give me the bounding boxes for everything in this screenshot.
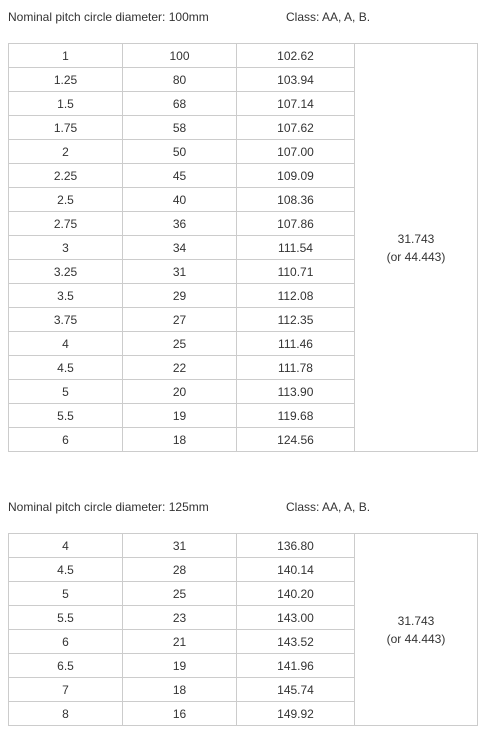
cell-col-3: 107.14 bbox=[237, 92, 355, 116]
cell-col-2: 23 bbox=[123, 606, 237, 630]
section-heading-125mm bbox=[8, 499, 371, 515]
merged-value-cell bbox=[355, 534, 478, 726]
cell-col-3: 149.92 bbox=[237, 702, 355, 726]
cell-col-2: 25 bbox=[123, 332, 237, 356]
cell-col-1: 4 bbox=[9, 332, 123, 356]
cell-col-3: 102.62 bbox=[237, 44, 355, 68]
cell-col-2: 18 bbox=[123, 428, 237, 452]
cell-col-3: 143.52 bbox=[237, 630, 355, 654]
cell-col-3: 140.20 bbox=[237, 582, 355, 606]
cell-col-1: 1.5 bbox=[9, 92, 123, 116]
class-label: Class: AA, A, B. bbox=[286, 10, 371, 24]
cell-col-3: 143.00 bbox=[237, 606, 355, 630]
merged-value-alternate: (or 44.443) bbox=[386, 249, 446, 264]
cell-col-2: 31 bbox=[123, 534, 237, 558]
cell-col-1: 3.75 bbox=[9, 308, 123, 332]
cell-col-2: 68 bbox=[123, 92, 237, 116]
cell-col-3: 136.80 bbox=[237, 534, 355, 558]
cell-col-1: 3.5 bbox=[9, 284, 123, 308]
cell-col-1: 1.75 bbox=[9, 116, 123, 140]
cell-col-2: 28 bbox=[123, 558, 237, 582]
cell-col-3: 145.74 bbox=[237, 678, 355, 702]
cell-col-3: 108.36 bbox=[237, 188, 355, 212]
cell-col-3: 112.35 bbox=[237, 308, 355, 332]
cell-col-2: 19 bbox=[123, 404, 237, 428]
cell-col-1: 1 bbox=[9, 44, 123, 68]
cell-col-1: 8 bbox=[9, 702, 123, 726]
spec-table-125mm bbox=[8, 533, 478, 726]
cell-col-3: 103.94 bbox=[237, 68, 355, 92]
cell-col-2: 21 bbox=[123, 630, 237, 654]
cell-col-1: 5 bbox=[9, 582, 123, 606]
cell-col-1: 6 bbox=[9, 630, 123, 654]
cell-col-2: 19 bbox=[123, 654, 237, 678]
cell-col-1: 5 bbox=[9, 380, 123, 404]
cell-col-2: 45 bbox=[123, 164, 237, 188]
cell-col-1: 4 bbox=[9, 534, 123, 558]
cell-col-2: 25 bbox=[123, 582, 237, 606]
section-heading-100mm bbox=[8, 9, 371, 25]
cell-col-2: 36 bbox=[123, 212, 237, 236]
cell-col-3: 111.46 bbox=[237, 332, 355, 356]
cell-col-1: 5.5 bbox=[9, 404, 123, 428]
cell-col-1: 7 bbox=[9, 678, 123, 702]
pitch-diameter-title: Nominal pitch circle diameter: 100mm bbox=[8, 10, 209, 24]
cell-col-1: 6 bbox=[9, 428, 123, 452]
cell-col-3: 109.09 bbox=[237, 164, 355, 188]
cell-col-2: 34 bbox=[123, 236, 237, 260]
cell-col-2: 27 bbox=[123, 308, 237, 332]
cell-col-3: 107.86 bbox=[237, 212, 355, 236]
cell-col-1: 2.5 bbox=[9, 188, 123, 212]
cell-col-2: 31 bbox=[123, 260, 237, 284]
cell-col-1: 2.75 bbox=[9, 212, 123, 236]
cell-col-1: 3 bbox=[9, 236, 123, 260]
cell-col-3: 110.71 bbox=[237, 260, 355, 284]
cell-col-2: 29 bbox=[123, 284, 237, 308]
cell-col-2: 58 bbox=[123, 116, 237, 140]
cell-col-1: 4.5 bbox=[9, 558, 123, 582]
merged-value-cell bbox=[355, 44, 478, 452]
cell-col-3: 113.90 bbox=[237, 380, 355, 404]
cell-col-2: 18 bbox=[123, 678, 237, 702]
cell-col-3: 111.54 bbox=[237, 236, 355, 260]
cell-col-1: 1.25 bbox=[9, 68, 123, 92]
cell-col-1: 4.5 bbox=[9, 356, 123, 380]
cell-col-3: 112.08 bbox=[237, 284, 355, 308]
cell-col-3: 140.14 bbox=[237, 558, 355, 582]
cell-col-2: 80 bbox=[123, 68, 237, 92]
cell-col-1: 2 bbox=[9, 140, 123, 164]
cell-col-3: 111.78 bbox=[237, 356, 355, 380]
merged-value-primary: 31.743 bbox=[397, 231, 435, 246]
cell-col-2: 16 bbox=[123, 702, 237, 726]
cell-col-2: 50 bbox=[123, 140, 237, 164]
cell-col-2: 100 bbox=[123, 44, 237, 68]
table-row bbox=[9, 44, 478, 68]
class-label: Class: AA, A, B. bbox=[286, 500, 371, 514]
spec-table-100mm bbox=[8, 43, 478, 452]
merged-value-alternate: (or 44.443) bbox=[386, 631, 446, 646]
pitch-diameter-title: Nominal pitch circle diameter: 125mm bbox=[8, 500, 209, 514]
merged-value-primary: 31.743 bbox=[397, 613, 435, 628]
cell-col-3: 107.00 bbox=[237, 140, 355, 164]
cell-col-3: 124.56 bbox=[237, 428, 355, 452]
cell-col-2: 20 bbox=[123, 380, 237, 404]
cell-col-3: 141.96 bbox=[237, 654, 355, 678]
cell-col-3: 107.62 bbox=[237, 116, 355, 140]
cell-col-1: 2.25 bbox=[9, 164, 123, 188]
cell-col-2: 40 bbox=[123, 188, 237, 212]
table-row bbox=[9, 534, 478, 558]
cell-col-2: 22 bbox=[123, 356, 237, 380]
cell-col-3: 119.68 bbox=[237, 404, 355, 428]
cell-col-1: 3.25 bbox=[9, 260, 123, 284]
cell-col-1: 5.5 bbox=[9, 606, 123, 630]
cell-col-1: 6.5 bbox=[9, 654, 123, 678]
